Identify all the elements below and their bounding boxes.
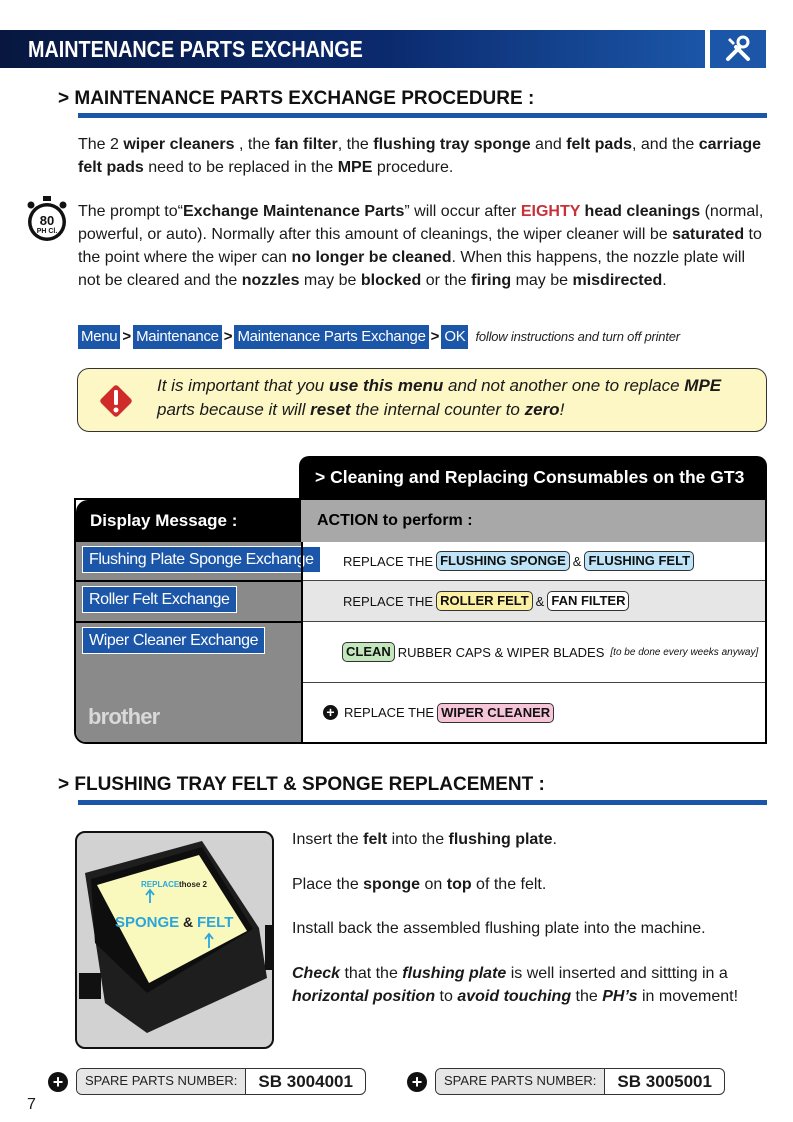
step-install-back: Install back the assembled flushing plate into the machine. (292, 920, 706, 937)
tools-badge (710, 30, 766, 68)
check-line-2: horizontal position to avoid touching the PH’s in movement! (292, 988, 739, 1005)
row-divider (76, 621, 301, 623)
tools-icon (724, 35, 752, 63)
row-divider (76, 580, 301, 582)
procedure-heading: > MAINTENANCE PARTS EXCHANGE PROCEDURE : (58, 88, 535, 109)
action-amp: & (535, 593, 545, 609)
image-sponge-label: SPONGE (115, 914, 180, 931)
action-clean-text: RUBBER CAPS & WIPER BLADES (397, 644, 605, 660)
warning-text: It is important that you use this menu and not another one to replace MPE parts because it will reset the internal counter to zero! (157, 376, 722, 419)
flushing-heading: > FLUSHING TRAY FELT & SPONGE REPLACEMENT : (58, 774, 545, 795)
spare-part-label: SPARE PARTS NUMBER: (77, 1069, 246, 1094)
spare-part-box (435, 1068, 725, 1095)
action-row-3 (303, 622, 767, 683)
chip-flushing-felt: FLUSHING FELT (584, 551, 694, 571)
table-title: > Cleaning and Replacing Consumables on the GT3 (299, 456, 767, 498)
step-insert-felt: Insert the felt into the flushing plate. (292, 831, 557, 848)
intro-paragraph: The 2 wiper cleaners , the fan filter, the flushing tray sponge and felt pads, and the carriage felt pads need to be replaced in the MPE procedure. (78, 136, 761, 176)
brother-logo: brother (88, 704, 160, 729)
page-number: 7 (27, 1096, 36, 1113)
column-header-display-message: Display Message : (76, 500, 301, 542)
flushing-tray-photo (75, 831, 274, 1049)
warning-box (77, 368, 767, 432)
menu-path (78, 324, 680, 349)
action-row-2 (303, 581, 767, 622)
image-replace-label: REPLACE (141, 880, 180, 889)
chip-flushing-sponge: FLUSHING SPONGE (436, 551, 570, 571)
warning-icon (96, 381, 136, 421)
consumables-table (74, 498, 767, 744)
message-flushing-plate-sponge: Flushing Plate Sponge Exchange (82, 546, 321, 573)
plus-icon: + (407, 1072, 427, 1092)
chip-roller-felt: ROLLER FELT (436, 591, 533, 611)
spare-part-2 (407, 1068, 725, 1095)
action-prefix: REPLACE THE (343, 593, 434, 609)
header-banner (0, 30, 705, 68)
plus-icon: + (48, 1072, 68, 1092)
step-place-sponge: Place the sponge on top of the felt. (292, 876, 547, 893)
action-row-1 (303, 542, 767, 581)
column-header-action: ACTION to perform : (301, 500, 767, 542)
stopwatch-unit: PH Cl. (36, 228, 58, 235)
image-felt-label: FELT (197, 914, 234, 931)
spare-part-box (76, 1068, 366, 1095)
chip-wiper-cleaner: WIPER CLEANER (437, 703, 554, 723)
display-message-column (76, 542, 314, 742)
action-prefix: REPLACE THE (343, 553, 434, 569)
menu-note: follow instructions and turn off printer (475, 329, 680, 344)
menu-separator: > (223, 328, 233, 345)
action-clean-note: [to be done every weeks anyway] (610, 646, 759, 658)
page-title: MAINTENANCE PARTS EXCHANGE (28, 36, 363, 62)
chip-fan-filter: FAN FILTER (547, 591, 629, 611)
action-prefix: REPLACE THE (344, 705, 435, 720)
spare-part-number: SB 3004001 (258, 1071, 353, 1091)
action-amp: & (572, 553, 582, 569)
stopwatch-icon (26, 196, 68, 242)
spare-part-1 (48, 1068, 366, 1095)
message-wiper-cleaner: Wiper Cleaner Exchange (82, 627, 265, 654)
menu-item-maintenance-parts-exchange[interactable]: Maintenance Parts Exchange (234, 325, 428, 349)
stopwatch-number: 80 (39, 213, 55, 228)
menu-item-maintenance[interactable]: Maintenance (133, 325, 222, 349)
image-amp-label: & (183, 914, 194, 930)
chip-clean: CLEAN (342, 642, 395, 662)
flushing-tray-illustration (77, 833, 274, 1049)
image-those-label: those 2 (179, 880, 208, 889)
menu-item-menu[interactable]: Menu (78, 325, 120, 349)
spare-part-number: SB 3005001 (617, 1071, 712, 1091)
menu-separator: > (122, 328, 132, 345)
heading-rule (78, 113, 767, 118)
prompt-paragraph: The prompt to“Exchange Maintenance Parts” will occur after EIGHTY head cleanings (normal, powerful, or auto). Normally after this amount of cleanings, the wiper cleaner will be saturated to the point where the wiper can no longer be cleaned. When this happens, the nozzle plate will not be cleared and the nozzles may be blocked or the firing may be misdirected. (78, 203, 764, 289)
heading-rule (78, 800, 767, 805)
message-roller-felt: Roller Felt Exchange (82, 586, 237, 613)
plus-icon: + (323, 705, 338, 720)
action-row-4 (303, 683, 767, 742)
spare-part-label: SPARE PARTS NUMBER: (436, 1069, 605, 1094)
check-line-1: Check that the flushing plate is well inserted and sittting in a (292, 965, 728, 982)
menu-separator: > (430, 328, 440, 345)
menu-item-ok[interactable]: OK (441, 325, 468, 349)
action-column (301, 542, 767, 742)
